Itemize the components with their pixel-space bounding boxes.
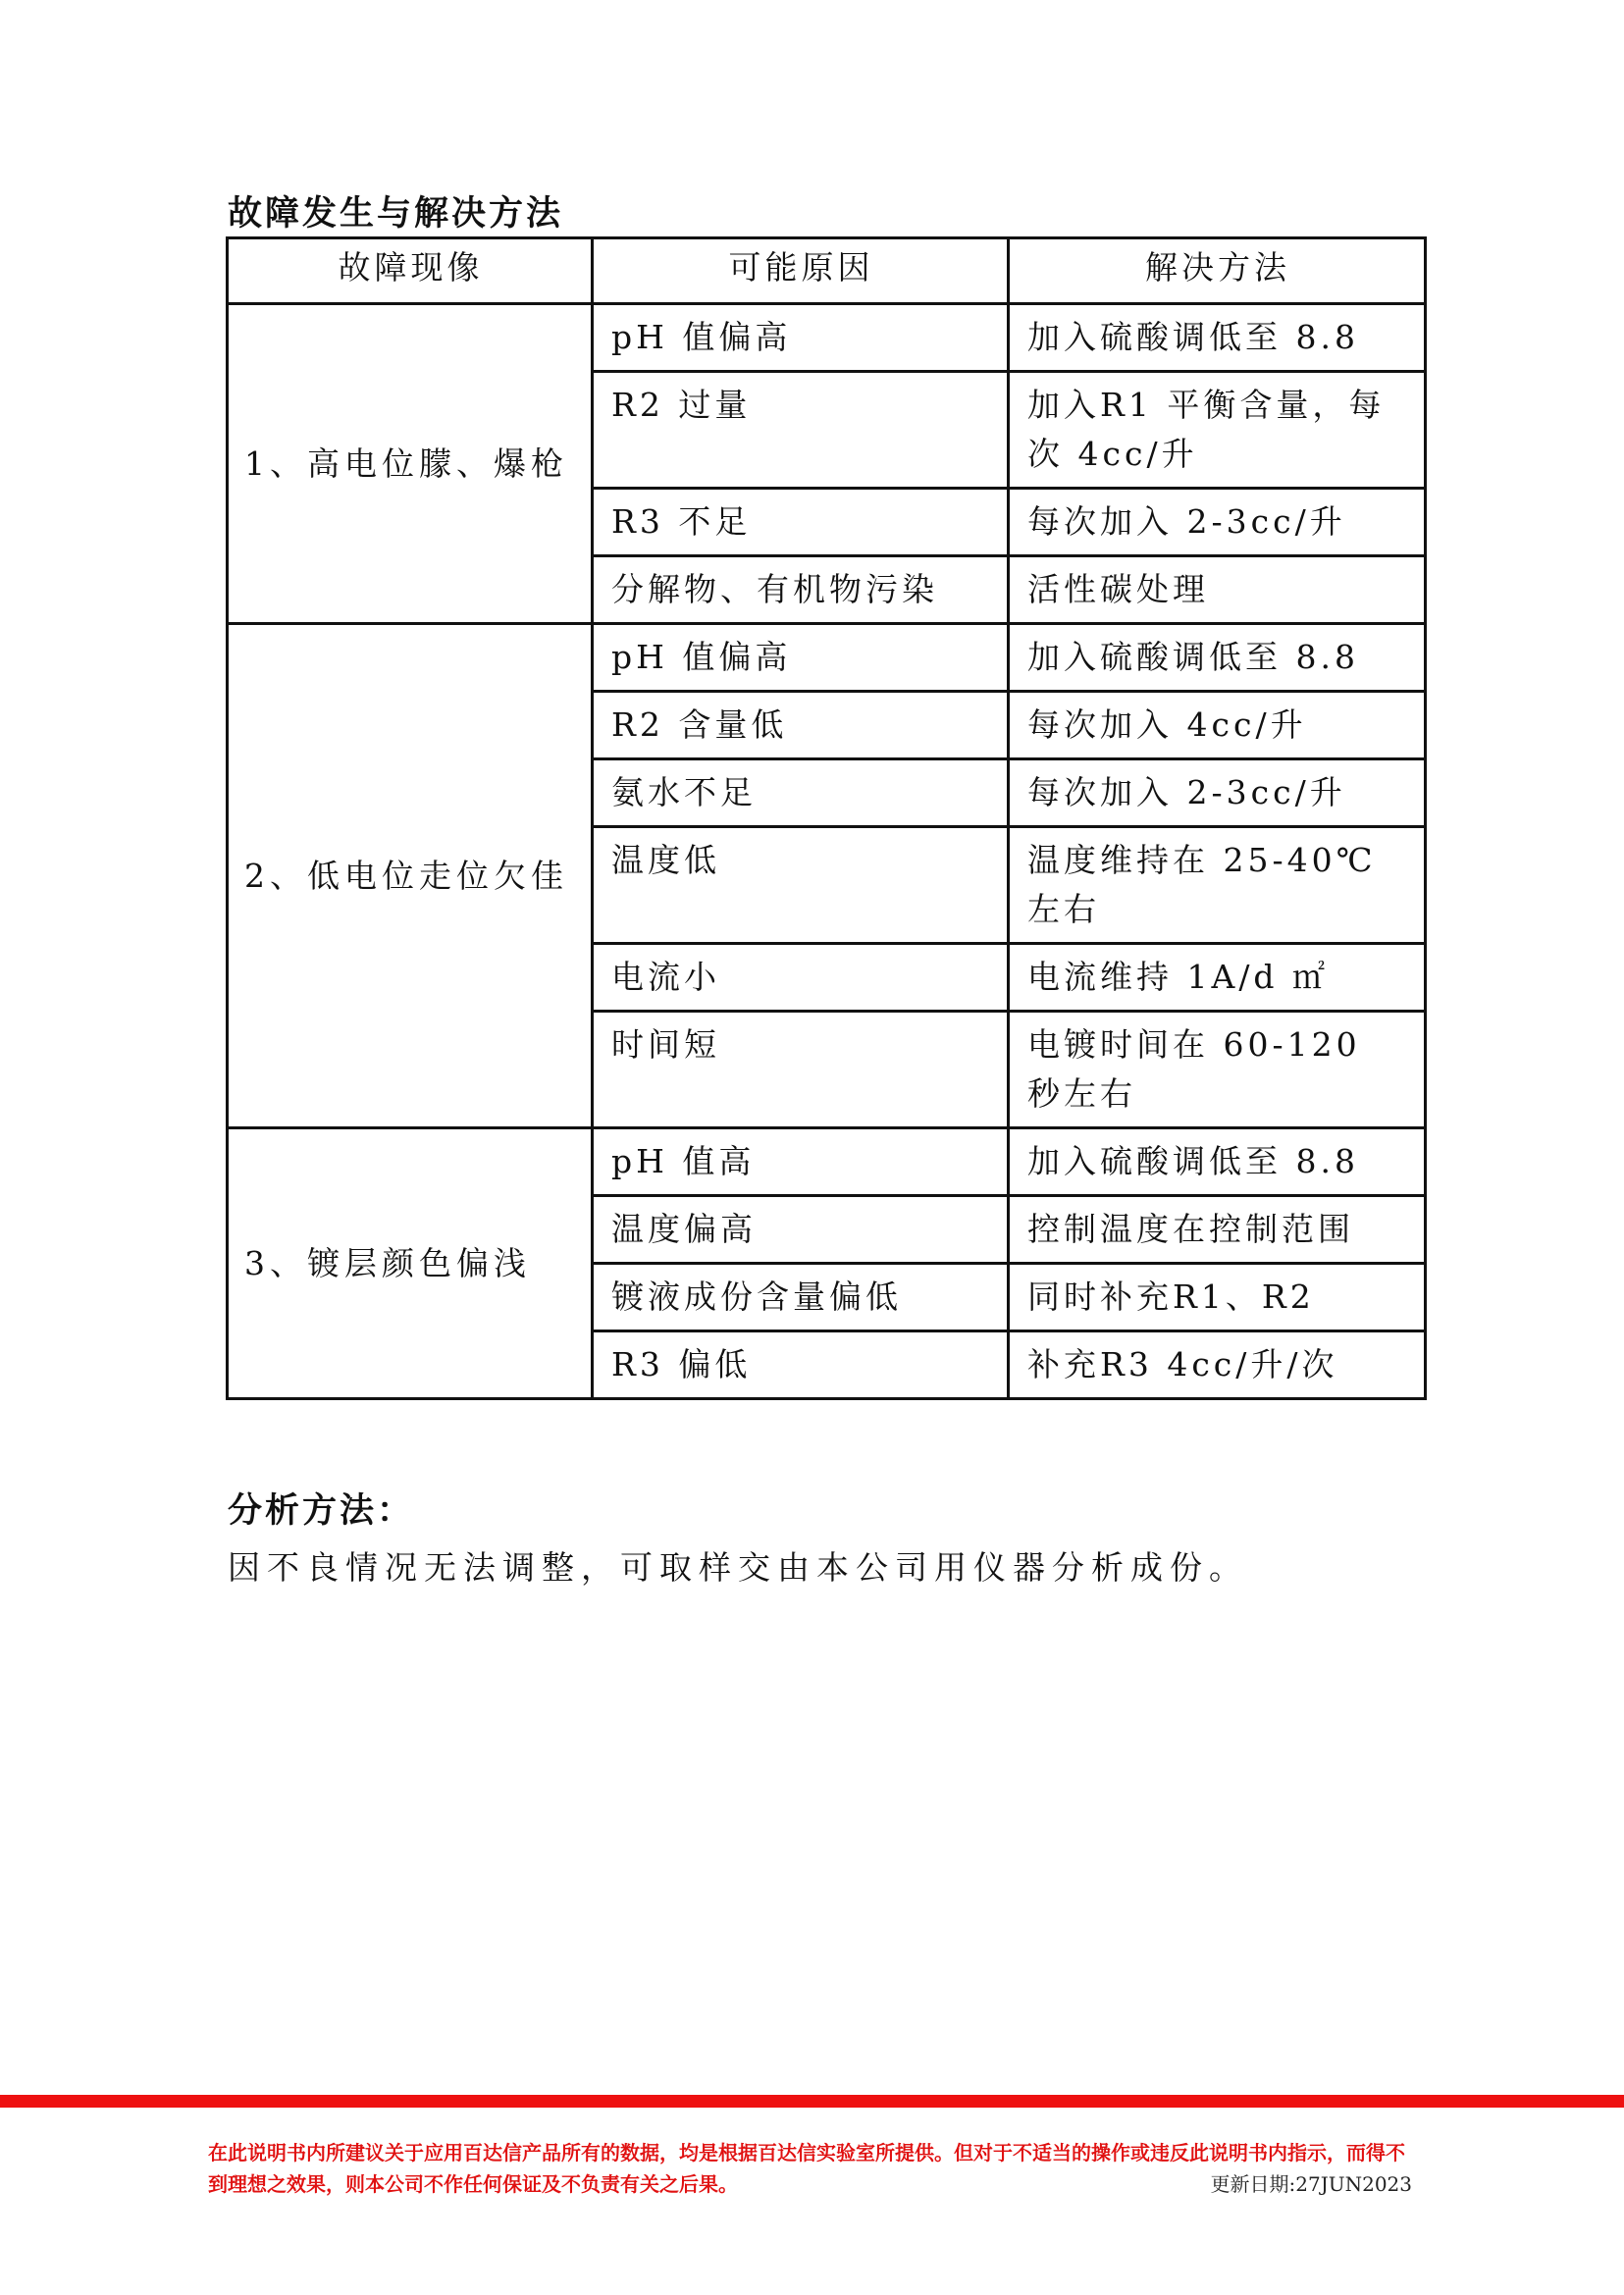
cause-cell: R2 过量	[593, 372, 1009, 489]
solution-cell: 加入硫酸调低至 8.8	[1009, 1128, 1426, 1196]
cause-cell: R3 不足	[593, 489, 1009, 556]
footer-divider	[0, 2095, 1624, 2108]
solution-cell: 加入硫酸调低至 8.8	[1009, 304, 1426, 372]
table-row	[228, 304, 1426, 372]
cause-cell: 分解物、有机物污染	[593, 556, 1009, 624]
cause-cell: 电流小	[593, 944, 1009, 1012]
cause-cell: 温度低	[593, 827, 1009, 944]
solution-cell: 每次加入 4cc/升	[1009, 692, 1426, 759]
fault-table	[226, 236, 1427, 1400]
analysis-section-title: 分析方法：	[228, 1491, 415, 1531]
header-solution: 解决方法	[1009, 238, 1426, 304]
solution-cell: 电镀时间在 60-120 秒左右	[1009, 1012, 1426, 1128]
faults-section-title: 故障发生与解决方法	[228, 194, 564, 234]
cause-cell: 时间短	[593, 1012, 1009, 1128]
symptom-cell: 1、高电位朦、爆枪	[228, 304, 593, 624]
cause-cell: R3 偏低	[593, 1331, 1009, 1399]
solution-cell: 活性碳处理	[1009, 556, 1426, 624]
analysis-text: 因不良情况无法调整，可取样交由本公司用仪器分析成份。	[228, 1548, 1248, 1587]
symptom-cell: 3、镀层颜色偏浅	[228, 1128, 593, 1399]
solution-cell: 温度维持在 25-40℃左右	[1009, 827, 1426, 944]
footer-disclaimer: 在此说明书内所建议关于应用百达信产品所有的数据，均是根据百达信实验室所提供。但对于不适当的操作或违反此说明书内指示，而得不到理想之效果，则本公司不作任何保证及不负责有关之后果。	[208, 2141, 1405, 2196]
solution-cell: 同时补充R1、R2	[1009, 1264, 1426, 1331]
header-symptom: 故障现像	[228, 238, 593, 304]
symptom-cell: 2、低电位走位欠佳	[228, 624, 593, 1128]
cause-cell: 温度偏高	[593, 1196, 1009, 1264]
table-row	[228, 624, 1426, 692]
solution-cell: 加入硫酸调低至 8.8	[1009, 624, 1426, 692]
table-header-row	[228, 238, 1426, 304]
solution-cell: 补充R3 4cc/升/次	[1009, 1331, 1426, 1399]
cause-cell: 氨水不足	[593, 759, 1009, 827]
cause-cell: 镀液成份含量偏低	[593, 1264, 1009, 1331]
solution-cell: 每次加入 2-3cc/升	[1009, 489, 1426, 556]
cause-cell: R2 含量低	[593, 692, 1009, 759]
cause-cell: pH 值偏高	[593, 304, 1009, 372]
header-cause: 可能原因	[593, 238, 1009, 304]
solution-cell: 加入R1 平衡含量，每次 4cc/升	[1009, 372, 1426, 489]
solution-cell: 控制温度在控制范围	[1009, 1196, 1426, 1264]
cause-cell: pH 值偏高	[593, 624, 1009, 692]
cause-cell: pH 值高	[593, 1128, 1009, 1196]
table-row	[228, 1128, 1426, 1196]
footer-update-date: 更新日期:27JUN2023	[1210, 2172, 1412, 2196]
solution-cell: 每次加入 2-3cc/升	[1009, 759, 1426, 827]
solution-cell: 电流维持 1A/d ㎡	[1009, 944, 1426, 1012]
